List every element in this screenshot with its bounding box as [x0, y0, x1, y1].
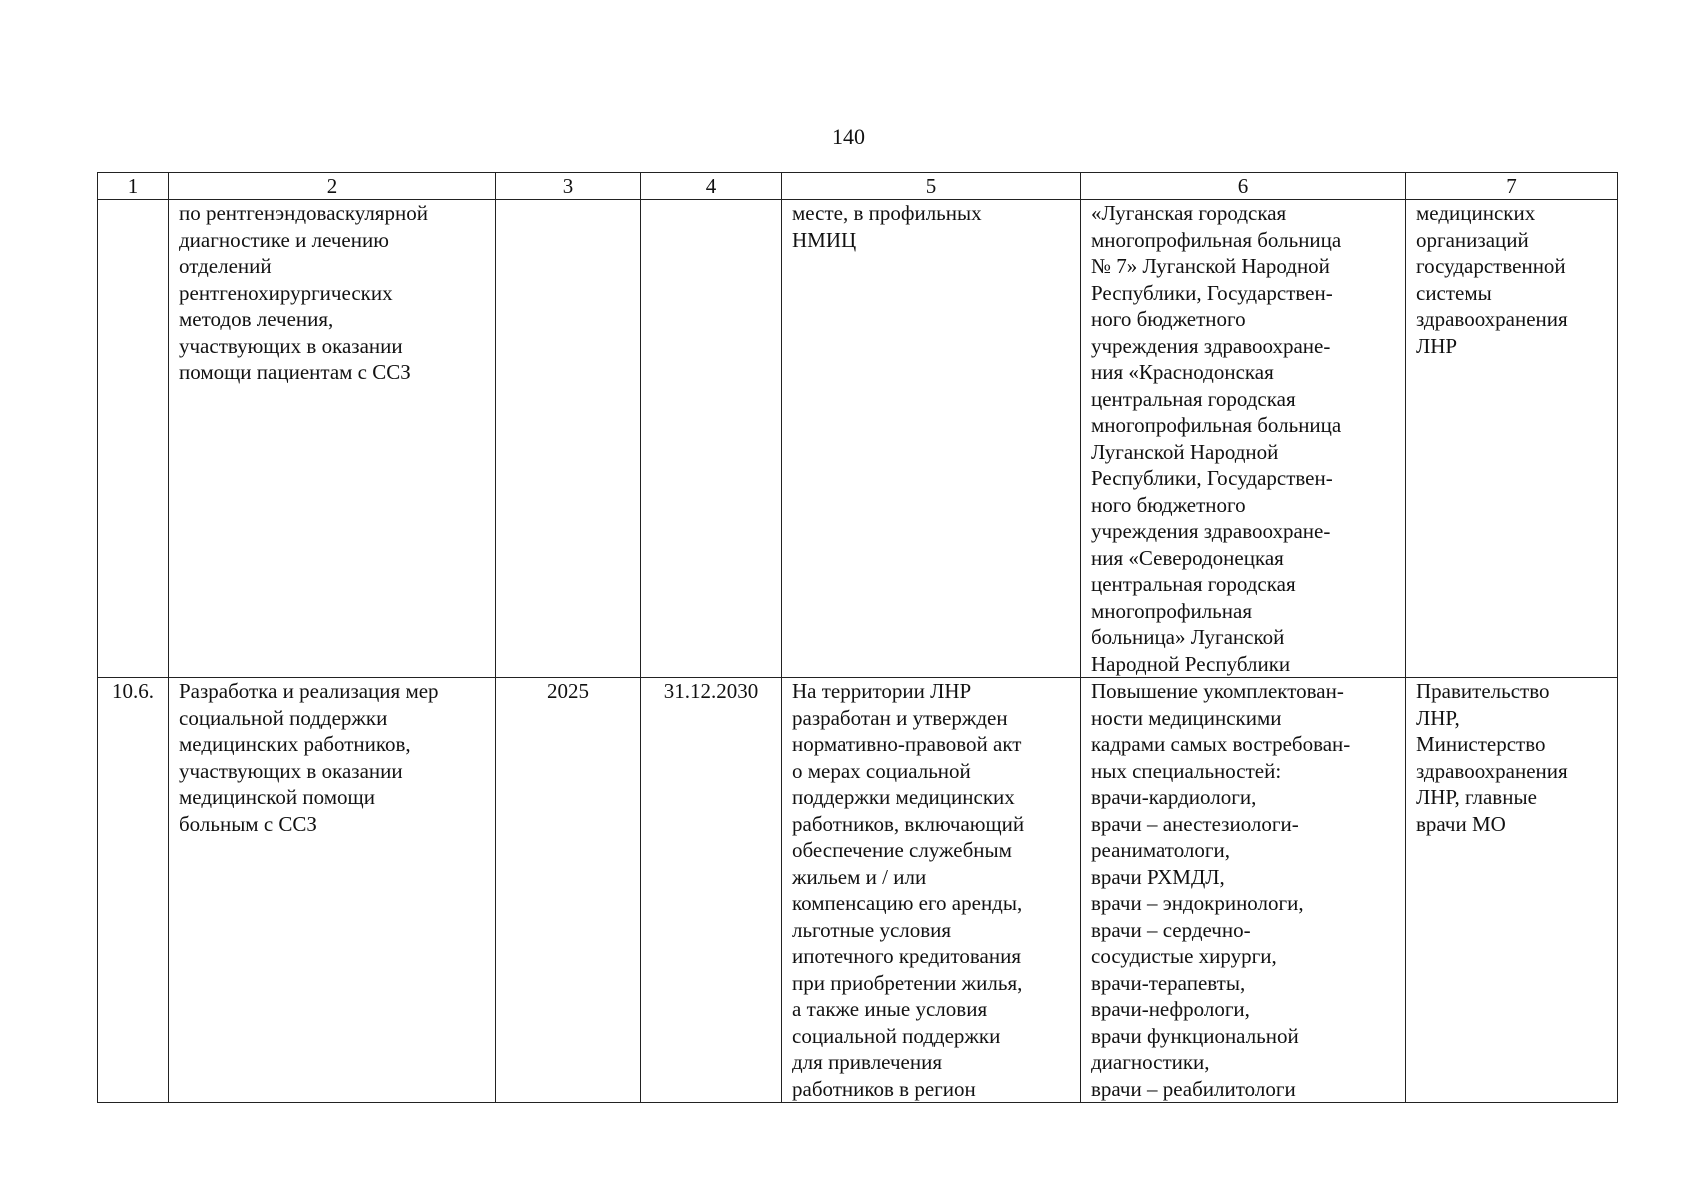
- responsible-cell: медицинских организаций государственной системы здравоохранения ЛНР: [1406, 200, 1618, 678]
- header-cell: 1: [98, 173, 169, 200]
- plan-table: [97, 172, 1618, 1103]
- characteristic-cell: Повышение укомплектован- ности медицинскими кадрами самых востребован- ных специальностей: врачи-кардиологи, врачи – анестезиологи- реаниматологи, врачи РХМДЛ, врачи – эндокринологи, врачи – сердечно- сосудистые хирурги, врачи-терапевты, врачи-нефрологи, врачи функциональной диагностики, врачи – реабилитологи: [1081, 678, 1406, 1103]
- end-date-cell: [641, 200, 782, 678]
- responsible-cell: Правительство ЛНР, Министерство здравоохранения ЛНР, главные врачи МО: [1406, 678, 1618, 1103]
- header-cell: 4: [641, 173, 782, 200]
- result-description-cell: На территории ЛНР разработан и утвержден нормативно-правовой акт о мерах социальной поддержки медицинских работников, включающий обеспечение служебным жильем и / или компенсацию его аренды, льготные условия ипотечного кредитования при приобретении жилья, а также иные условия социальной поддержки для привлечения работников в регион: [782, 678, 1081, 1103]
- page-number: 140: [832, 124, 865, 149]
- result-description-cell: месте, в профильных НМИЦ: [782, 200, 1081, 678]
- header-cell: 5: [782, 173, 1081, 200]
- header-cell: 6: [1081, 173, 1406, 200]
- start-date-cell: 2025: [496, 678, 641, 1103]
- header-cell: 3: [496, 173, 641, 200]
- table-row: [98, 200, 1618, 678]
- measure-name-cell: по рентгенэндоваскулярной диагностике и лечению отделений рентгенохирургических методов лечения, участвующих в оказании помощи пациентам с ССЗ: [169, 200, 496, 678]
- end-date-cell: 31.12.2030: [641, 678, 782, 1103]
- table-row: [98, 678, 1618, 1103]
- header-cell: 2: [169, 173, 496, 200]
- characteristic-cell: «Луганская городская многопрофильная больница № 7» Луганской Народной Республики, Государствен- ного бюджетного учреждения здравоохране- ния «Краснодонская центральная городская многопрофильная больница Луганской Народной Республики, Государствен- ного бюджетного учреждения здравоохране- ния «Северодонецкая центральная городская многопрофильная больница» Луганской Народной Республики: [1081, 200, 1406, 678]
- item-number-cell: 10.6.: [98, 678, 169, 1103]
- column-number-header: [98, 173, 1618, 200]
- header-cell: 7: [1406, 173, 1618, 200]
- measure-name-cell: Разработка и реализация мер социальной поддержки медицинских работников, участвующих в оказании медицинской помощи больным с ССЗ: [169, 678, 496, 1103]
- start-date-cell: [496, 200, 641, 678]
- item-number-cell: [98, 200, 169, 678]
